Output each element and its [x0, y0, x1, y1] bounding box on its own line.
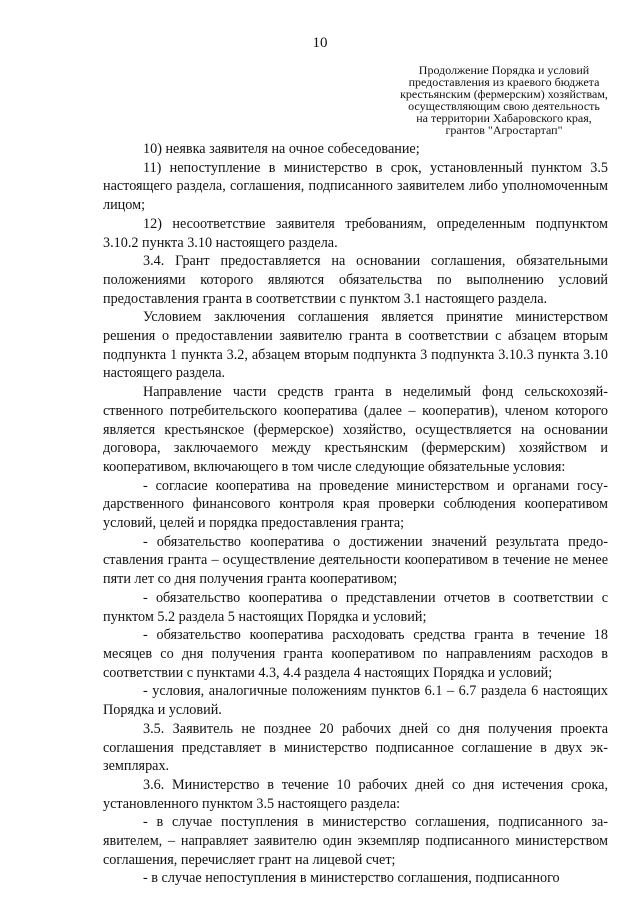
paragraph: - согласие кооператива на проведение министерством и органами государственного финансового контроля края проверки соблюдения кооперативом условий, целей и порядка предоставления гранта; [103, 477, 608, 532]
paragraph: - обязательство кооператива о представлении отчетов в соответствии с пунктом 5.2 раздела 5 настоящих Порядка и условий; [103, 589, 608, 625]
header-note-line: грантов "Агростартап" [445, 123, 563, 137]
header-note-line: предоставления из краевого бюджета [408, 75, 600, 89]
paragraph: 3.6. Министерство в течение 10 рабочих дней со дня истечения срока, установленного пунктом 3.5 настоящего раздела: [103, 776, 608, 812]
paragraph: - условия, аналогичные положениям пунктов 6.1 – 6.7 раздела 6 настоящих Порядка и условий. [103, 683, 608, 719]
paragraph: 11) непоступление в министерство в срок, установленный пунктом 3.5 настоящего раздела, соглашения, подписанного заявителем либо уполномоченным лицом; [103, 159, 608, 214]
header-note-line: крестьянским (фермерским) хозяйствам, [400, 87, 608, 101]
header-note-line: Продолжение Порядка и условий [418, 63, 590, 77]
paragraph: 12) несоответствие заявителя требованиям, определенным подпунктом 3.10.2 пункта 3.10 настоящего раздела. [103, 215, 608, 251]
document-body [103, 140, 608, 888]
paragraph: 10) неявка заявителя на очное собеседование; [143, 141, 420, 157]
paragraph: Условием заключения соглашения является принятие министерством решения о предоставлении заявителю гранта в соответствии с абзацем вторым подпункта 1 пункта 3.2, абзацем вторым подпункта 3 подпункта 3.10.3 пункта 3.10 настоящего раздела. [103, 309, 608, 382]
header-note-line: осуществляющим свою деятельность [408, 99, 600, 113]
paragraph: Направление части средств гранта в неделимый фонд сельскохозяйственного потребительского кооператива (далее – кооператив), членом которого является крестьянское (фермерское) хозяйство, осуществляется на основании договора, заключаемого между крестьянским (фермерским) хозяйством и кооперативом, включающего в том числе следующие обязательные условия: [103, 384, 608, 475]
paragraph: - обязательство кооператива о достижении значений результата предоставления гранта – осуществление деятельности кооперативом в течение не менее пяти лет со дня получения гранта кооперативом; [103, 533, 608, 588]
paragraph: - в случае непоступления в министерство соглашения, подписанного [143, 870, 560, 887]
paragraph: 3.5. Заявитель не позднее 20 рабочих дней со дня получения проекта соглашения представляет в министерство подписанное соглашение в двух экземплярах. [103, 720, 608, 775]
header-note-line: на территории Хабаровского края, [416, 111, 592, 125]
header-note [398, 64, 610, 136]
paragraph: - в случае поступления в министерство соглашения, подписанного заявителем, – направляет заявителю один экземпляр подписанного министерством соглашения, перечисляет грант на лицевой счет; [103, 814, 608, 868]
page-number: 10 [312, 35, 328, 51]
paragraph: 3.4. Грант предоставляется на основании соглашения, обязательными положениями которого являются обязательства по выполнению условий предоставления гранта в соответствии с пунктом 3.1 настоящего раздела. [103, 253, 608, 307]
paragraph: - обязательство кооператива расходовать средства гранта в течение 18 месяцев со дня получения гранта кооперативом по направлениям расходов в соответствии с пунктами 4.3, 4.4 раздела 4 настоящих Порядка и условий; [103, 627, 608, 681]
